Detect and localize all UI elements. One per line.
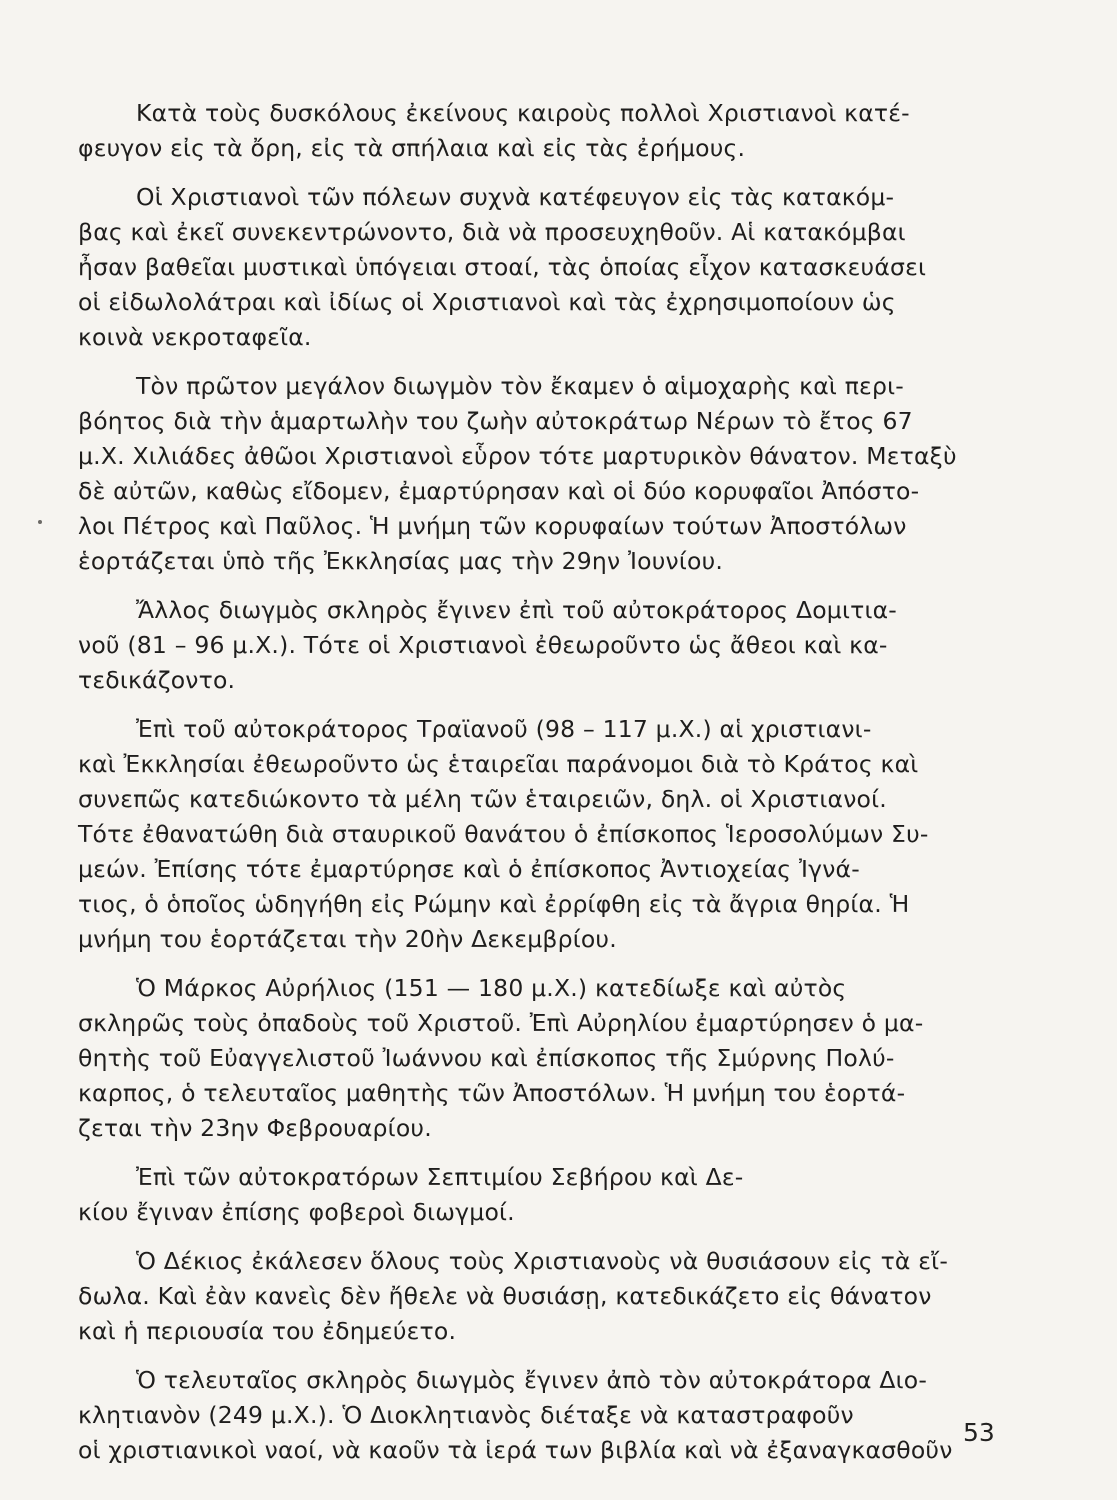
text-line: σκληρῶς τοὺς ὀπαδοὺς τοῦ Χριστοῦ. Ἐπὶ Αὐρηλίου ἐμαρτύρησεν ὁ μα- (78, 1009, 924, 1037)
text-line: Ὁ τελευταῖος σκληρὸς διωγμὸς ἔγινεν ἀπὸ τὸν αὐτοκράτορα Διο- (136, 1366, 928, 1394)
paragraph-1 (78, 96, 1008, 166)
text-line: καρπος, ὁ τελευταῖος μαθητὴς τῶν Ἀποστόλων. Ἡ μνήμη του ἑορτά- (78, 1079, 906, 1107)
text-line: κίου ἔγιναν ἐπίσης φοβεροὶ διωγμοί. (78, 1198, 515, 1226)
text-line: οἱ εἰδωλολάτραι καὶ ἰδίως οἱ Χριστιανοὶ καὶ τὰς ἐχρησιμοποίουν ὡς (78, 288, 896, 316)
text-line: Ὁ Μάρκος Αὐρήλιος (151 — 180 μ.Χ.) κατεδίωξε καὶ αὐτὸς (136, 974, 847, 1002)
page-number: 53 (963, 1418, 995, 1447)
paragraph-5 (78, 712, 1008, 957)
text-line: Ἐπὶ τοῦ αὐτοκράτορος Τραϊανοῦ (98 – 117 μ.Χ.) αἱ χριστιανι- (136, 715, 872, 743)
text-line: Τὸν πρῶτον μεγάλον διωγμὸν τὸν ἔκαμεν ὁ αἱμοχαρὴς καὶ περι- (136, 372, 904, 400)
text-line: βόητος διὰ τὴν ἁμαρτωλὴν του ζωὴν αὐτοκράτωρ Νέρων τὸ ἔτος 67 (78, 407, 913, 435)
text-line: λοι Πέτρος καὶ Παῦλος. Ἡ μνήμη τῶν κορυφαίων τούτων Ἀποστόλων (78, 512, 907, 540)
paragraph-7 (78, 1160, 1008, 1230)
text-line: κλητιανὸν (249 μ.Χ.). Ὁ Διοκλητιανὸς διέταξε νὰ καταστραφοῦν (78, 1401, 854, 1429)
text-line: ζεται τὴν 23ην Φεβρουαρίου. (78, 1114, 432, 1142)
text-line: καὶ ἡ περιουσία του ἐδημεύετο. (78, 1317, 457, 1345)
text-line: δὲ αὐτῶν, καθὼς εἴδομεν, ἐμαρτύρησαν καὶ οἱ δύο κορυφαῖοι Ἀπόστο- (78, 477, 920, 505)
paragraph-9 (78, 1363, 1008, 1468)
body-text (78, 96, 1008, 1482)
text-line: Ὁ Δέκιος ἐκάλεσεν ὅλους τοὺς Χριστιανοὺς νὰ θυσιάσουν εἰς τὰ εἴ- (136, 1247, 949, 1275)
paragraph-6 (78, 971, 1008, 1146)
text-line: δωλα. Καὶ ἐὰν κανεὶς δὲν ἤθελε νὰ θυσιάσῃ, κατεδικάζετο εἰς θάνατον (78, 1282, 932, 1310)
text-line: Οἱ Χριστιανοὶ τῶν πόλεων συχνὰ κατέφευγον εἰς τὰς κατακόμ- (136, 183, 895, 211)
text-line: ἑορτάζεται ὑπὸ τῆς Ἐκκλησίας μας τὴν 29ην Ἰουνίου. (78, 547, 724, 575)
text-line: Ἐπὶ τῶν αὐτοκρατόρων Σεπτιμίου Σεβήρου καὶ Δε- (136, 1163, 744, 1191)
text-line: Κατὰ τοὺς δυσκόλους ἐκείνους καιροὺς πολλοὶ Χριστιανοὶ κατέ- (136, 99, 910, 127)
paragraph-2 (78, 180, 1008, 355)
text-line: νοῦ (81 – 96 μ.Χ.). Τότε οἱ Χριστιανοὶ ἐθεωροῦντο ὡς ἄθεοι καὶ κα- (78, 631, 888, 659)
paragraph-4 (78, 593, 1008, 698)
text-line: βας καὶ ἐκεῖ συνεκεντρώνοντο, διὰ νὰ προσευχηθοῦν. Αἱ κατακόμβαι (78, 218, 906, 246)
text-line: ἦσαν βαθεῖαι μυστικαὶ ὑπόγειαι στοαί, τὰς ὁποίας εἶχον κατασκευάσει (78, 253, 927, 281)
text-line: συνεπῶς κατεδιώκοντο τὰ μέλη τῶν ἑταιρειῶν, δηλ. οἱ Χριστιανοί. (78, 785, 887, 813)
paragraph-3 (78, 369, 1008, 579)
text-line: καὶ Ἐκκλησίαι ἐθεωροῦντο ὡς ἑταιρεῖαι παράνομοι διὰ τὸ Κράτος καὶ (78, 750, 919, 778)
text-line: Τότε ἐθανατώθη διὰ σταυρικοῦ θανάτου ὁ ἐπίσκοπος Ἱεροσολύμων Συ- (78, 820, 929, 848)
text-line: μεών. Ἐπίσης τότε ἐμαρτύρησε καὶ ὁ ἐπίσκοπος Ἀντιοχείας Ἰγνά- (78, 855, 860, 883)
text-line: οἱ χριστιανικοὶ ναοί, νὰ καοῦν τὰ ἱερά των βιβλία καὶ νὰ ἐξαναγκασθοῦν (78, 1436, 953, 1464)
text-line: τιος, ὁ ὁποῖος ὡδηγήθη εἰς Ρώμην καὶ ἐρρίφθη εἰς τὰ ἄγρια θηρία. Ἡ (78, 890, 910, 918)
text-line: μνήμη του ἑορτάζεται τὴν 20ὴν Δεκεμβρίου. (78, 925, 617, 953)
scan-speck (38, 520, 42, 524)
text-line: κοινὰ νεκροταφεῖα. (78, 323, 312, 351)
text-line: Ἄλλος διωγμὸς σκληρὸς ἔγινεν ἐπὶ τοῦ αὐτοκράτορος Δομιτια- (136, 596, 897, 624)
paragraph-8 (78, 1244, 1008, 1349)
text-line: μ.Χ. Χιλιάδες ἀθῶοι Χριστιανοὶ εὗρον τότε μαρτυρικὸν θάνατον. Μεταξὺ (78, 442, 957, 470)
text-line: φευγον εἰς τὰ ὄρη, εἰς τὰ σπήλαια καὶ εἰς τὰς ἐρήμους. (78, 134, 746, 162)
text-line: τεδικάζοντο. (78, 666, 236, 694)
text-line: θητὴς τοῦ Εὐαγγελιστοῦ Ἰωάννου καὶ ἐπίσκοπος τῆς Σμύρνης Πολύ- (78, 1044, 895, 1072)
